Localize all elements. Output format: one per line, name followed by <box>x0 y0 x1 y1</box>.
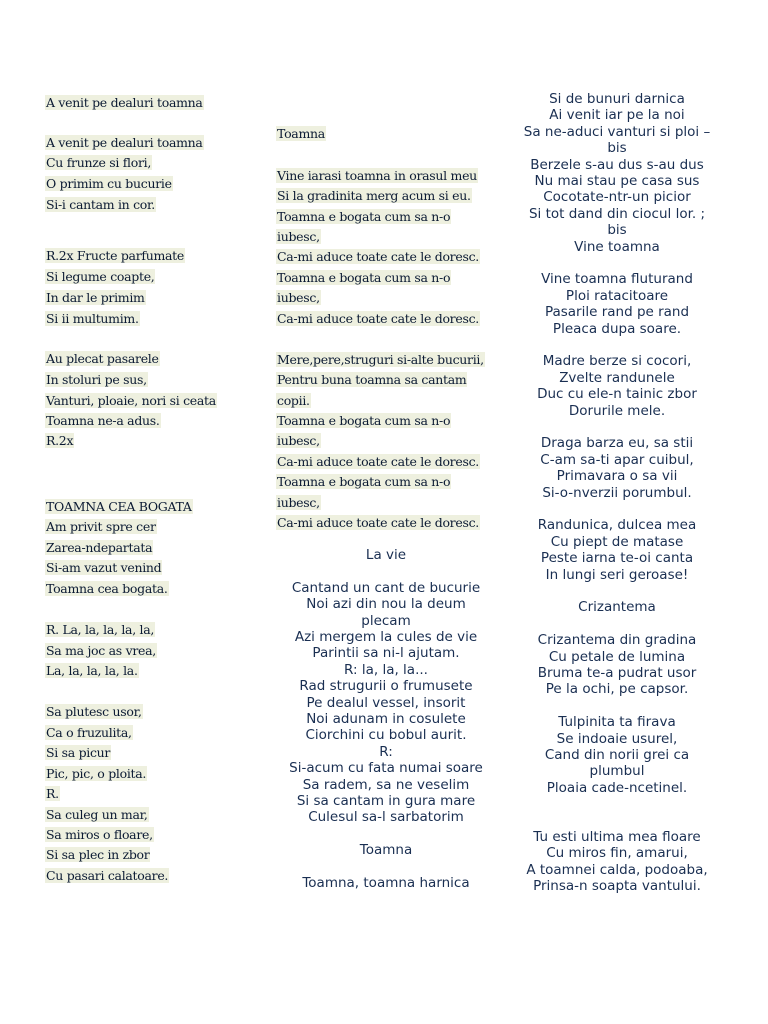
poem-line: Ai venit iar pe la noi <box>549 107 685 124</box>
poem-line: iubesc, <box>277 290 320 305</box>
poem-line: Toamna e bogata cum sa n-o <box>277 413 451 428</box>
poem-line: Rad strugurii o frumusete <box>299 678 473 695</box>
poem-line: A venit pe dealuri toamna <box>46 135 203 150</box>
poem-line: Randunica, dulcea mea <box>537 517 697 534</box>
poem-line: Crizantema <box>578 599 656 616</box>
poem-line: Ploi ratacitoare <box>565 287 669 304</box>
poem-line: A venit pe dealuri toamna <box>46 95 203 110</box>
poem-line: Nu mai stau pe casa sus <box>534 173 700 189</box>
poem-line: Si-o-nverzii porumbul. <box>542 484 692 501</box>
poem-line: Vine toamna fluturand <box>541 271 693 288</box>
poem-line: Si ii multumim. <box>46 311 139 326</box>
poem-line: Si de bunuri darnica <box>549 91 685 107</box>
poem-line: R: <box>379 743 393 760</box>
poem-line: iubesc, <box>277 229 320 244</box>
poem-line: Noi azi din nou la deum <box>306 596 466 613</box>
poem-line: Bruma te-a pudrat usor <box>537 665 697 681</box>
poem-line: Sa radem, sa ne veselim <box>302 776 470 793</box>
poem-line: Parintii sa ni-l ajutam. <box>312 645 460 662</box>
poem-line: Ca-mi aduce toate cate le doresc. <box>277 311 479 326</box>
poem-line: Pic, pic, o ploita. <box>46 766 147 781</box>
poem-line: Mere,pere,struguri si-alte bucurii, <box>277 352 484 367</box>
poem-line: Sa culeg un mar, <box>46 807 148 822</box>
poem-line: plecam <box>361 612 411 629</box>
poem-line: Se indoaie usurel, <box>556 730 678 747</box>
poem-line: Cu piept de matase <box>550 533 684 550</box>
poem-line: Dorurile mele. <box>568 402 666 419</box>
poem-line: Si legume coapte, <box>46 269 155 284</box>
poem-line: iubesc, <box>277 433 320 448</box>
poem-line: Pasarile rand pe rand <box>544 304 690 321</box>
poem-line: Cantand un cant de bucurie <box>291 579 481 596</box>
poem-line: Sa plutesc usor, <box>46 704 142 719</box>
poem-line: Toamna e bogata cum sa n-o <box>277 474 451 489</box>
poem-line: Pe dealul vessel, insorit <box>306 694 466 711</box>
poem-line: TOAMNA CEA BOGATA <box>46 499 192 514</box>
poem-line: Ploaia cade-ncetinel. <box>546 779 688 796</box>
poem-line: iubesc, <box>277 495 320 510</box>
poem-line: Noi adunam in cosulete <box>306 711 466 727</box>
poem-line: R.2x <box>46 433 74 448</box>
poem-line: Toamna <box>277 126 325 141</box>
poem-line: Primavara o sa vii <box>556 468 678 485</box>
poem-line: Toamna e bogata cum sa n-o <box>277 270 451 285</box>
poem-line: Au plecat pasarele <box>46 351 159 366</box>
poem-line: plumbul <box>589 763 645 780</box>
poem-line: Ca-mi aduce toate cate le doresc. <box>277 249 479 264</box>
poem-line: R. <box>46 786 59 801</box>
poem-line: Toamna ne-a adus. <box>46 413 160 428</box>
poem-line: Toamna cea bogata. <box>46 581 168 596</box>
poem-line: Si tot dand din ciocul lor. ; <box>528 205 706 222</box>
poem-line: Si sa cantam in gura mare <box>296 793 476 809</box>
poem-line: La vie <box>365 547 407 563</box>
poem-line: Azi mergem la cules de vie <box>294 629 478 645</box>
poem-line: R.2x Fructe parfumate <box>46 248 184 263</box>
poem-line: Ciorchini cu bobul aurit. <box>305 727 467 744</box>
poem-line: Sa miros o floare, <box>46 827 153 842</box>
poem-line: Vanturi, ploaie, nori si ceata <box>46 393 216 408</box>
poem-line: Peste iarna te-oi canta <box>540 550 694 567</box>
poem-line: Ca-mi aduce toate cate le doresc. <box>277 454 479 469</box>
poem-line: Cu miros fin, amarui, <box>546 845 688 862</box>
poem-line: R. La, la, la, la, la, <box>46 622 155 637</box>
poem-line: Si la gradinita merg acum si eu. <box>277 188 471 203</box>
poem-line: Cand din norii grei ca <box>544 747 690 763</box>
poem-line: Culesul sa-l sarbatorim <box>308 809 464 826</box>
poem-line: Madre berze si cocori, <box>542 353 692 370</box>
poem-line: bis <box>607 140 627 157</box>
poem-line: C-am sa-ti apar cuibul, <box>540 451 694 468</box>
poem-line: Toamna <box>359 842 413 859</box>
poem-line: Cocotate-ntr-un picior <box>543 189 691 206</box>
poem-line: Zvelte randunele <box>559 369 675 386</box>
poem-line: Cu petale de lumina <box>548 648 686 665</box>
poem-line: Zarea-ndepartata <box>46 540 153 555</box>
poem-line: Si sa picur <box>46 745 111 760</box>
poem-line: Toamna, toamna harnica <box>302 875 470 891</box>
poem-line: In stoluri pe sus, <box>46 372 147 387</box>
poem-line: Pentru buna toamna sa cantam <box>277 372 467 387</box>
poem-line: O primim cu bucurie <box>46 176 172 191</box>
poem-line: R: la, la, la... <box>344 661 428 678</box>
poem-line: Si-i cantam in cor. <box>46 197 155 212</box>
poem-line: Duc cu ele-n tainic zbor <box>537 386 697 403</box>
poem-line: Sa ma joc as vrea, <box>46 643 156 658</box>
poem-line: Berzele s-au dus s-au dus <box>530 156 704 173</box>
poem-line: Crizantema din gradina <box>537 632 697 649</box>
poem-line: Draga barza eu, sa stii <box>540 435 694 452</box>
poem-line: Pe la ochi, pe capsor. <box>545 681 689 698</box>
poem-line: Ca-mi aduce toate cate le doresc. <box>277 515 479 530</box>
poem-line: In lungi seri geroase! <box>545 566 689 583</box>
poem-line: Am privit spre cer <box>46 519 156 534</box>
poem-line: Ca o fruzulita, <box>46 725 132 740</box>
poem-line: A toamnei calda, podoaba, <box>526 861 708 878</box>
poem-line: In dar le primim <box>46 290 145 305</box>
poem-line: Cu pasari calatoare. <box>46 868 169 883</box>
poem-line: Si-acum cu fata numai soare <box>289 760 483 777</box>
poem-line: Si sa plec in zbor <box>46 847 150 862</box>
poem-line: Vine iarasi toamna in orasul meu <box>277 168 477 183</box>
poem-line: Si-am vazut venind <box>46 560 162 575</box>
poem-line: La, la, la, la, la. <box>46 663 138 678</box>
poem-line: Sa ne-aduci vanturi si ploi – <box>523 123 711 140</box>
poem-line: Tulpinita ta firava <box>558 714 676 731</box>
poem-line: Prinsa-n soapta vantului. <box>533 878 701 895</box>
poem-line: Toamna e bogata cum sa n-o <box>277 209 451 224</box>
poem-line: Vine toamna <box>574 238 660 255</box>
poem-line: bis <box>607 222 627 239</box>
poem-line: Tu esti ultima mea floare <box>533 829 701 845</box>
poem-line: copii. <box>277 393 310 408</box>
poem-line: Cu frunze si flori, <box>46 155 152 170</box>
poem-line: Pleaca dupa soare. <box>552 320 682 337</box>
